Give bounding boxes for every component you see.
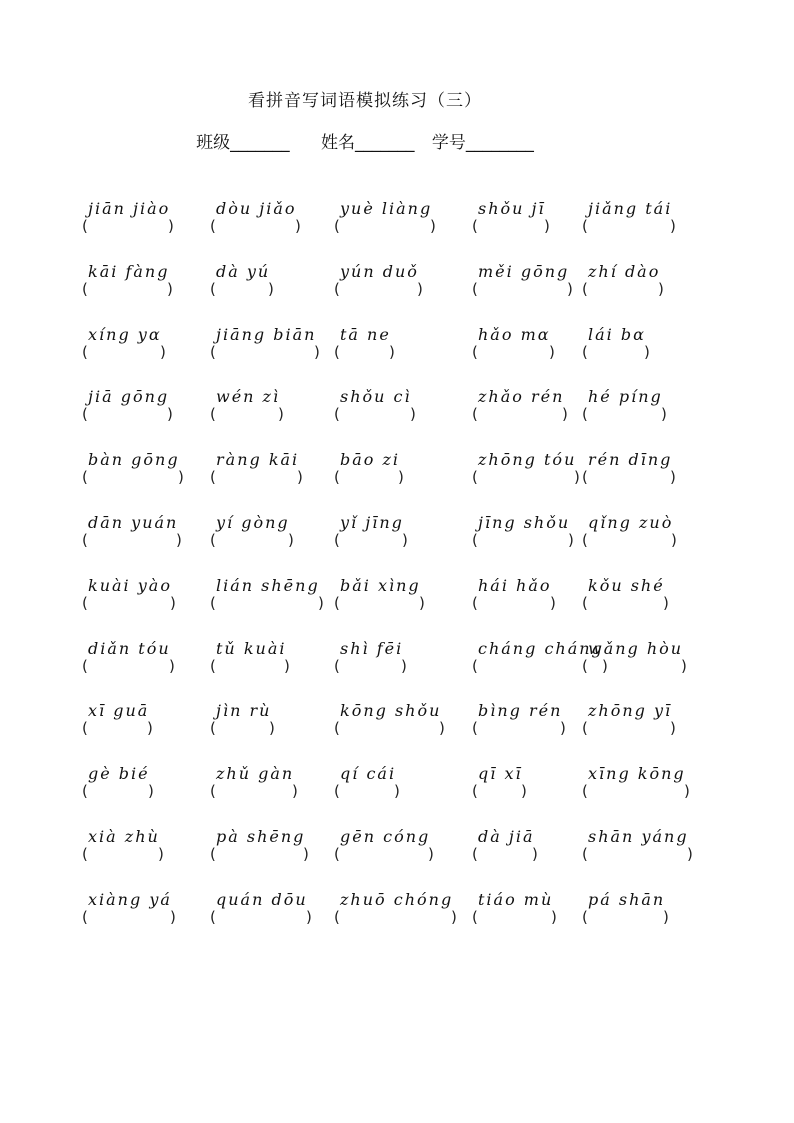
close-bracket: ) — [278, 405, 284, 424]
open-bracket: ( — [472, 468, 478, 487]
close-bracket: ) — [430, 217, 436, 235]
close-bracket: ) — [550, 593, 556, 612]
open-bracket: ( — [210, 217, 216, 235]
close-bracket: ) — [402, 530, 408, 549]
exercise-row — [82, 827, 742, 890]
close-bracket: ) — [532, 844, 538, 863]
pinyin-text: jiāng biān — [216, 324, 317, 344]
close-bracket: ) — [568, 530, 574, 549]
close-bracket: ) — [398, 468, 404, 487]
pinyin-text: jīng shǒu — [478, 512, 571, 532]
pinyin-text: wén zì — [216, 387, 281, 407]
pinyin-text: lián shēng — [216, 575, 320, 595]
open-bracket: ( — [334, 405, 340, 424]
name-field[interactable]: 姓名_______ — [321, 133, 415, 153]
pinyin-text: yuè liàng — [340, 199, 433, 218]
open-bracket: ( — [210, 593, 216, 612]
close-bracket: ) — [644, 342, 650, 361]
pinyin-text: quán dōu — [216, 889, 308, 909]
pinyin-text: xíng yɑ — [88, 324, 162, 344]
pinyin-text: xiàng yá — [88, 889, 172, 909]
close-bracket: ) — [178, 468, 184, 487]
pinyin-text: kōng shǒu — [340, 701, 442, 721]
close-bracket: ) — [658, 279, 664, 298]
open-bracket: ( — [210, 719, 216, 738]
close-bracket: ) — [303, 844, 309, 863]
pinyin-text: shì fēi — [340, 638, 404, 658]
close-bracket: ) — [549, 342, 555, 361]
pinyin-text: yí gòng — [216, 512, 290, 532]
open-bracket: ( — [82, 530, 88, 549]
close-bracket: ) — [560, 719, 566, 738]
close-bracket: ) — [160, 342, 166, 361]
pinyin-text: xià zhù — [88, 826, 160, 846]
close-bracket: ) — [670, 468, 676, 487]
close-bracket: ) — [681, 656, 687, 675]
pinyin-text: gè bié — [88, 764, 150, 784]
open-bracket: ( — [82, 844, 88, 863]
pinyin-text: qǐng zuò — [588, 512, 674, 532]
pinyin-text: pà shēng — [216, 826, 306, 846]
open-bracket: ( — [210, 405, 216, 424]
open-bracket: ( — [582, 342, 588, 361]
exercise-row — [82, 701, 742, 764]
open-bracket: ( — [582, 719, 588, 738]
pinyin-text: jiān jiào — [88, 199, 171, 218]
open-bracket: ( — [334, 782, 340, 801]
close-bracket: ) — [170, 907, 176, 926]
pinyin-text: yǐ jīng — [340, 512, 404, 532]
pinyin-text: dān yuán — [88, 512, 179, 532]
pinyin-text: pá shān — [588, 889, 666, 909]
close-bracket: ) — [451, 907, 457, 926]
exercise-row — [82, 764, 742, 827]
exercise-grid — [82, 199, 742, 953]
close-bracket: ) — [284, 656, 290, 675]
student-number-field[interactable]: 学号________ — [431, 133, 534, 153]
pinyin-text: dòu jiǎo — [216, 199, 297, 218]
open-bracket: ( — [582, 468, 588, 487]
open-bracket: ( — [82, 405, 88, 424]
open-bracket: ( — [82, 907, 88, 926]
close-bracket: ) — [269, 719, 275, 738]
pinyin-text: kǒu shé — [588, 575, 665, 595]
pinyin-text: qī xī — [478, 764, 523, 784]
open-bracket: ( — [82, 279, 88, 298]
pinyin-text: zhōng yī — [588, 701, 673, 721]
pinyin-text: zhuō chóng — [340, 889, 454, 909]
pinyin-text: lái bɑ — [588, 324, 646, 344]
open-bracket: ( — [582, 656, 588, 675]
pinyin-text: rén dīng — [588, 450, 673, 470]
open-bracket: ( — [210, 656, 216, 675]
close-bracket: ) — [521, 782, 527, 801]
close-bracket: ) — [297, 468, 303, 487]
pinyin-text: jìn rù — [216, 701, 272, 721]
pinyin-text: dà yú — [216, 261, 271, 281]
open-bracket: ( — [582, 844, 588, 863]
pinyin-text: bāo zi — [340, 450, 401, 470]
pinyin-text: yún duǒ — [340, 261, 419, 281]
close-bracket: ) — [389, 342, 395, 361]
exercise-row — [82, 890, 742, 953]
close-bracket: ) — [410, 405, 416, 424]
student-info-line — [0, 128, 730, 153]
open-bracket: ( — [472, 405, 478, 424]
open-bracket: ( — [210, 530, 216, 549]
open-bracket: ( — [210, 342, 216, 361]
close-bracket: ) — [574, 468, 580, 487]
open-bracket: ( — [210, 844, 216, 863]
close-bracket: ) — [544, 217, 550, 235]
pinyin-text: kuài yào — [88, 575, 172, 595]
open-bracket: ( — [334, 342, 340, 361]
close-bracket: ) — [663, 593, 669, 612]
pinyin-text: qí cái — [340, 764, 397, 784]
pinyin-text: měi gōng — [478, 261, 570, 281]
open-bracket: ( — [472, 782, 478, 801]
open-bracket: ( — [334, 468, 340, 487]
close-bracket: ) — [687, 844, 693, 863]
open-bracket: ( — [334, 656, 340, 675]
pinyin-text: bǎi xìng — [340, 575, 421, 595]
open-bracket: ( — [582, 530, 588, 549]
open-bracket: ( — [82, 719, 88, 738]
close-bracket: ) — [417, 279, 423, 298]
pinyin-text: wǎng hòu — [588, 638, 684, 658]
close-bracket: ) — [671, 530, 677, 549]
open-bracket: ( — [472, 217, 478, 235]
pinyin-text: tǔ kuài — [216, 638, 287, 658]
close-bracket: ) — [684, 782, 690, 801]
open-bracket: ( — [334, 279, 340, 298]
exercise-row — [82, 262, 742, 325]
open-bracket: ( — [582, 907, 588, 926]
open-bracket: ( — [472, 342, 478, 361]
close-bracket: ) — [567, 279, 573, 298]
pinyin-text: xīng kōng — [588, 764, 686, 784]
close-bracket: ) — [551, 907, 557, 926]
close-bracket: ) — [169, 656, 175, 675]
pinyin-text: zhōng tóu — [478, 450, 577, 470]
exercise-row — [82, 325, 742, 388]
pinyin-text: cháng cháng — [478, 638, 604, 658]
close-bracket: ) — [314, 342, 320, 361]
open-bracket: ( — [82, 593, 88, 612]
open-bracket: ( — [582, 593, 588, 612]
pinyin-text: shān yáng — [588, 826, 689, 846]
pinyin-text: hái hǎo — [478, 575, 552, 595]
open-bracket: ( — [210, 279, 216, 298]
close-bracket: ) — [148, 782, 154, 801]
open-bracket: ( — [582, 782, 588, 801]
close-bracket: ) — [268, 279, 274, 298]
open-bracket: ( — [82, 468, 88, 487]
open-bracket: ( — [472, 907, 478, 926]
close-bracket: ) — [295, 217, 301, 235]
pinyin-text: ràng kāi — [216, 450, 300, 470]
exercise-row — [82, 199, 742, 262]
open-bracket: ( — [472, 279, 478, 298]
exercise-row — [82, 639, 742, 702]
open-bracket: ( — [582, 405, 588, 424]
pinyin-text: tiáo mù — [478, 889, 554, 909]
open-bracket: ( — [82, 217, 88, 235]
pinyin-text: zhǎo rén — [478, 387, 565, 407]
exercise-row — [82, 450, 742, 513]
close-bracket: ) — [167, 279, 173, 298]
pinyin-text: shǒu jī — [478, 199, 546, 218]
close-bracket: ) — [288, 530, 294, 549]
open-bracket: ( — [472, 656, 478, 675]
open-bracket: ( — [582, 279, 588, 298]
pinyin-text: bàn gōng — [88, 450, 180, 470]
pinyin-text: zhǔ gàn — [216, 764, 295, 784]
open-bracket: ( — [334, 593, 340, 612]
close-bracket: ) — [318, 593, 324, 612]
open-bracket: ( — [334, 719, 340, 738]
open-bracket: ( — [210, 468, 216, 487]
close-bracket: ) — [401, 656, 407, 675]
pinyin-text: xī guā — [88, 701, 150, 721]
pinyin-text: kāi fàng — [88, 261, 170, 281]
pinyin-text: gēn cóng — [340, 826, 431, 846]
open-bracket: ( — [82, 656, 88, 675]
close-bracket: ) — [439, 719, 445, 738]
pinyin-text: bìng rén — [478, 701, 563, 721]
open-bracket: ( — [582, 217, 588, 235]
close-bracket: ) — [670, 719, 676, 738]
close-bracket: ) — [147, 719, 153, 738]
open-bracket: ( — [334, 530, 340, 549]
pinyin-text: shǒu cì — [340, 387, 412, 407]
open-bracket: ( — [210, 907, 216, 926]
open-bracket: ( — [210, 782, 216, 801]
close-bracket: ) — [158, 844, 164, 863]
close-bracket: ) — [428, 844, 434, 863]
close-bracket: ) — [170, 593, 176, 612]
close-bracket: ) — [168, 217, 174, 235]
pinyin-text: tā ne — [340, 324, 391, 344]
pinyin-text: zhí dào — [588, 261, 661, 281]
exercise-row — [82, 387, 742, 450]
close-bracket: ) — [670, 217, 676, 235]
close-bracket: ) — [663, 907, 669, 926]
open-bracket: ( — [82, 342, 88, 361]
pinyin-text: hǎo mɑ — [478, 324, 551, 344]
exercise-row — [82, 513, 742, 576]
close-bracket: ) — [661, 405, 667, 424]
page-title: 看拼音写词语模拟练习（三） — [248, 91, 482, 111]
class-field[interactable]: 班级_______ — [196, 133, 290, 153]
close-bracket: ) — [602, 656, 608, 675]
open-bracket: ( — [472, 530, 478, 549]
pinyin-text: dà jiā — [478, 826, 535, 846]
pinyin-text: hé píng — [588, 387, 663, 407]
close-bracket: ) — [419, 593, 425, 612]
open-bracket: ( — [334, 217, 340, 235]
open-bracket: ( — [472, 844, 478, 863]
pinyin-text: jiā gōng — [88, 387, 170, 407]
open-bracket: ( — [82, 782, 88, 801]
open-bracket: ( — [472, 719, 478, 738]
close-bracket: ) — [306, 907, 312, 926]
pinyin-text: diǎn tóu — [88, 638, 171, 658]
open-bracket: ( — [334, 907, 340, 926]
close-bracket: ) — [394, 782, 400, 801]
open-bracket: ( — [334, 844, 340, 863]
open-bracket: ( — [472, 593, 478, 612]
close-bracket: ) — [176, 530, 182, 549]
close-bracket: ) — [167, 405, 173, 424]
exercise-row — [82, 576, 742, 639]
pinyin-text: jiǎng tái — [588, 199, 673, 218]
close-bracket: ) — [292, 782, 298, 801]
close-bracket: ) — [562, 405, 568, 424]
